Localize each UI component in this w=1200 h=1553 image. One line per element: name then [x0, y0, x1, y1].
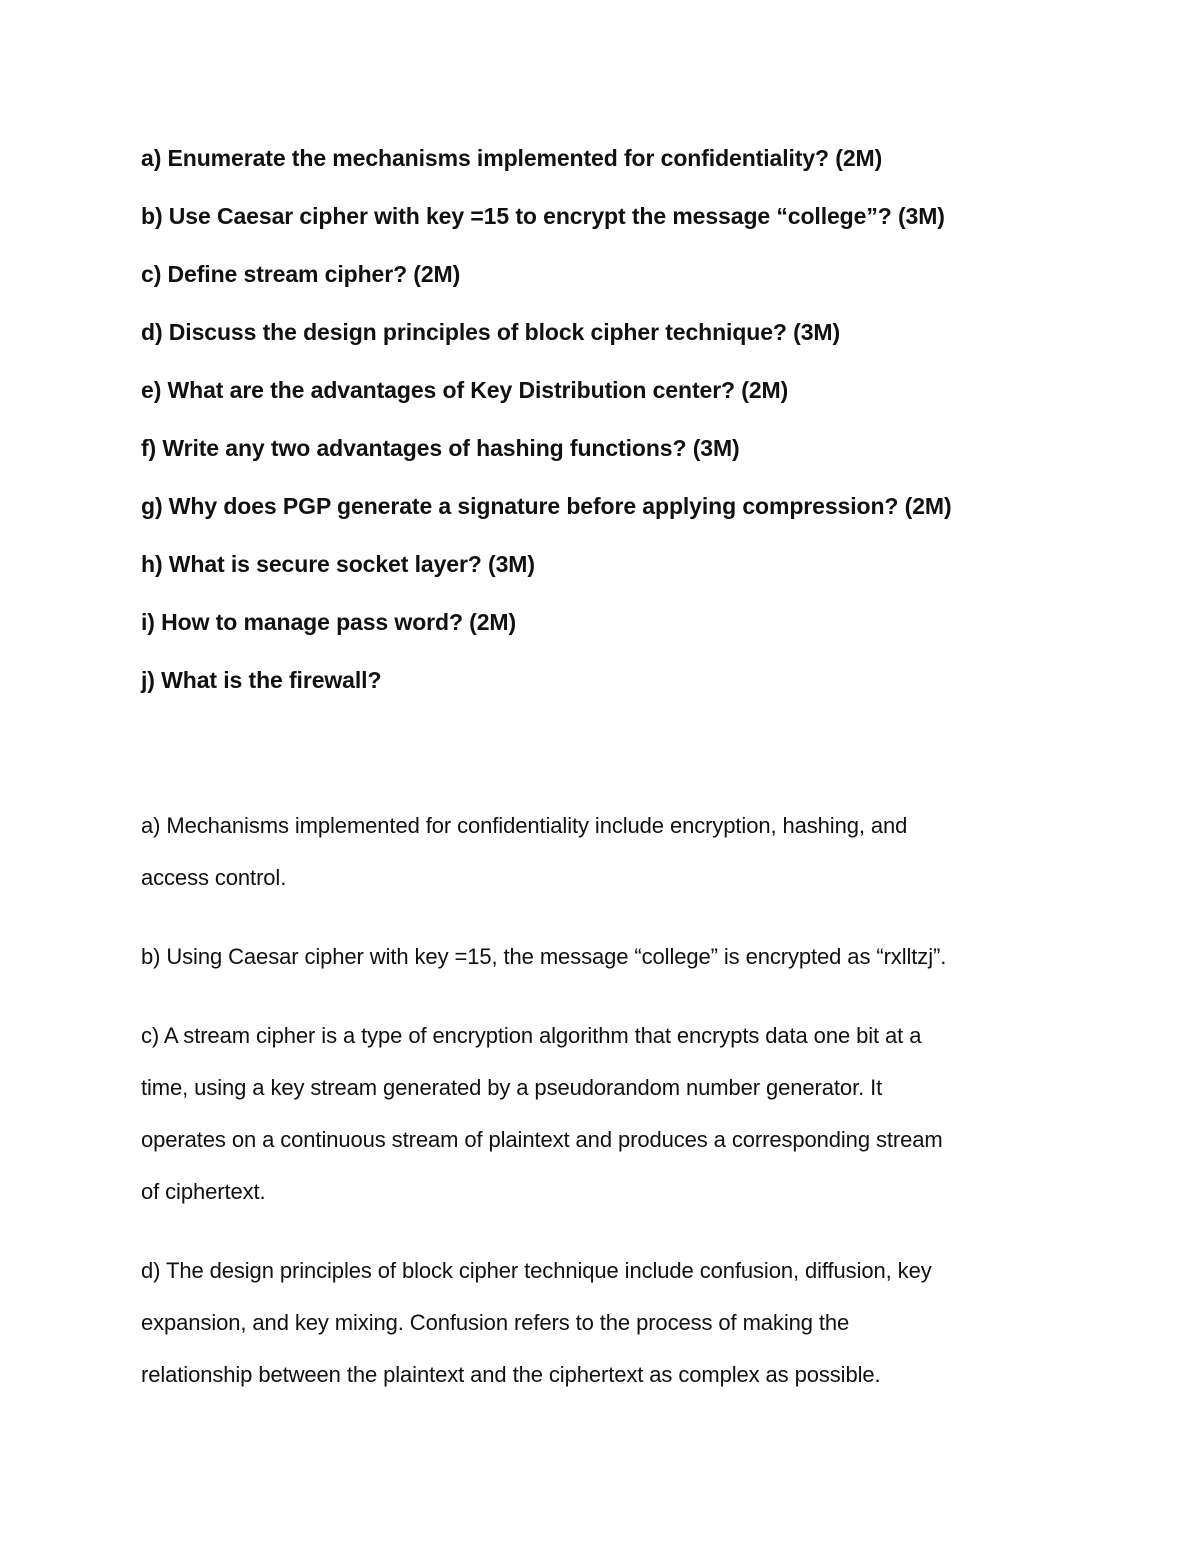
question-a: a) Enumerate the mechanisms implemented for confidentiality? (2M): [141, 145, 883, 171]
question-c: c) Define stream cipher? (2M): [141, 261, 461, 287]
answer-line: relationship between the plaintext and the ciphertext as complex as possible.: [141, 1362, 881, 1387]
question-d: d) Discuss the design principles of block cipher technique? (3M): [141, 319, 841, 345]
question-i: i) How to manage pass word? (2M): [141, 609, 517, 635]
answer-line: operates on a continuous stream of plaintext and produces a corresponding stream: [141, 1127, 943, 1152]
answer-a: [141, 800, 1071, 904]
answer-line: time, using a key stream generated by a pseudorandom number generator. It: [141, 1075, 883, 1100]
question-f: f) Write any two advantages of hashing functions? (3M): [141, 435, 740, 461]
question-h: h) What is secure socket layer? (3M): [141, 551, 535, 577]
answer-list: [141, 800, 1071, 1428]
answer-line: b) Using Caesar cipher with key =15, the message “college” is encrypted as “rxlltzj”.: [141, 944, 947, 969]
question-list: [141, 140, 1101, 720]
answer-line: access control.: [141, 865, 287, 890]
answer-line: c) A stream cipher is a type of encryption algorithm that encrypts data one bit at a: [141, 1023, 922, 1048]
question-j: j) What is the firewall?: [141, 667, 382, 693]
question-b: b) Use Caesar cipher with key =15 to encrypt the message “college”? (3M): [141, 203, 945, 229]
question-g: g) Why does PGP generate a signature before applying compression? (2M): [141, 493, 952, 519]
answer-line: a) Mechanisms implemented for confidentiality include encryption, hashing, and: [141, 813, 908, 838]
answer-line: d) The design principles of block cipher technique include confusion, diffusion, key: [141, 1258, 932, 1283]
answer-d: [141, 1245, 1071, 1401]
answer-b: [141, 931, 1071, 983]
question-e: e) What are the advantages of Key Distribution center? (2M): [141, 377, 789, 403]
answer-line: of ciphertext.: [141, 1179, 266, 1204]
answer-line: expansion, and key mixing. Confusion refers to the process of making the: [141, 1310, 850, 1335]
answer-c: [141, 1010, 1071, 1218]
